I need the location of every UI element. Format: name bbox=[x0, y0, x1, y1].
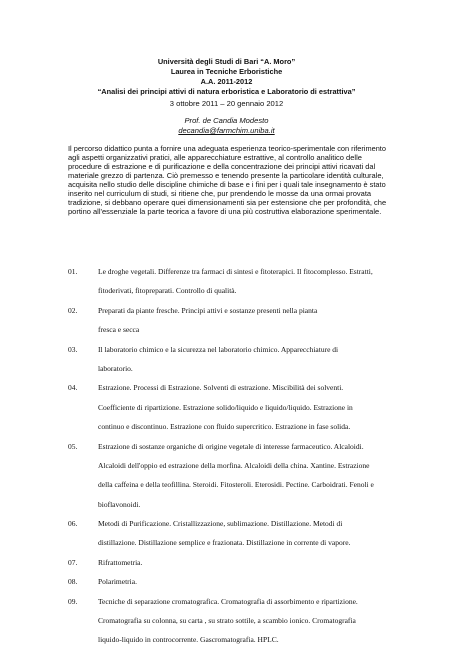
intro-line: tradizione, si debbano operare quei dimensionamenti sia per estensione che per profondità, che bbox=[68, 198, 387, 207]
course-header bbox=[0, 57, 453, 97]
item-text-line: Il laboratorio chimico e la sicurezza nel laboratorio chimico. Apparecchiature di bbox=[98, 344, 339, 354]
item-text bbox=[98, 553, 386, 572]
intro-paragraph bbox=[68, 144, 386, 216]
course-title: “Analisi dei principi attivi di natura erboristica e Laboratorio di estrattiva” bbox=[97, 87, 356, 96]
item-text-line: della caffeina e della teofillina. Steroidi. Fitosteroli. Eterosidi. Pectine. Carboidrati. Fenoli e bbox=[98, 480, 374, 490]
item-text bbox=[98, 437, 386, 515]
item-number: 03. bbox=[68, 344, 78, 354]
item-text-line: fresca e secca bbox=[98, 325, 140, 335]
item-text bbox=[98, 301, 386, 340]
intro-line: materiale grezzo di partenza. Ciò premesso e tenendo presente la particolare identità culturale, bbox=[68, 171, 384, 180]
item-number: 02. bbox=[68, 305, 78, 315]
item-text bbox=[98, 262, 386, 301]
intro-line: acquisita nello studio delle discipline chimiche di base e i fini per i quali tale insegnamento è stato bbox=[68, 180, 386, 189]
item-text bbox=[98, 514, 386, 553]
syllabus-item bbox=[68, 378, 386, 436]
item-text-line: Tecniche di separazione cromatografica. Cromatografia di assorbimento e ripartizione. bbox=[98, 596, 358, 606]
item-number: 09. bbox=[68, 596, 78, 606]
syllabus-item bbox=[68, 262, 386, 301]
professor-block bbox=[0, 116, 453, 136]
syllabus-item bbox=[68, 553, 386, 572]
item-number: 08. bbox=[68, 577, 78, 587]
syllabus-item bbox=[68, 592, 386, 650]
intro-line: inserito nel curriculum di studi, si ritiene che, pur prendendo le mosse da una ormai provata bbox=[68, 189, 372, 198]
item-text-line: laboratorio. bbox=[98, 363, 133, 373]
item-text-line: distillazione. Distillazione semplice e frazionata. Distillazione in corrente di vapore. bbox=[98, 538, 351, 548]
syllabus-item bbox=[68, 301, 386, 340]
item-text-line: Polarimetria. bbox=[98, 577, 137, 587]
course-dates: 3 ottobre 2011 – 20 gennaio 2012 bbox=[169, 99, 284, 108]
item-text-line: Estrazione. Processi di Estrazione. Solventi di estrazione. Miscibilità dei solventi. bbox=[98, 383, 344, 393]
professor-email-link[interactable]: decandia@farmchim.uniba.it bbox=[178, 126, 275, 135]
item-text bbox=[98, 592, 386, 650]
item-text bbox=[98, 572, 386, 591]
item-text-line: fitoderivati, fitopreparati. Controllo di qualità. bbox=[98, 286, 237, 296]
degree-course: Laurea in Tecniche Erboristiche bbox=[170, 67, 283, 76]
item-text-line: continuo e discontinuo. Estrazione con fluido supercritico. Estrazione in fase solida. bbox=[98, 422, 351, 432]
syllabus-list bbox=[68, 262, 386, 650]
item-text-line: bioflavonoidi. bbox=[98, 499, 141, 509]
item-number: 01. bbox=[68, 267, 78, 276]
item-text bbox=[98, 340, 386, 379]
intro-line: portino all'essenziale la parte teorica a favore di una più costruttiva elaborazione sperimentale. bbox=[68, 207, 382, 216]
syllabus-item bbox=[68, 572, 386, 591]
item-number: 06. bbox=[68, 519, 78, 529]
item-text-line: Rifrattometria. bbox=[98, 557, 143, 567]
item-text-line: Coefficiente di ripartizione. Estrazione solido/liquido e liquido/liquido. Estrazione in bbox=[98, 402, 353, 412]
syllabus-item bbox=[68, 514, 386, 553]
item-text bbox=[98, 378, 386, 436]
university-name: Università degli Studi di Bari “A. Moro” bbox=[157, 57, 296, 66]
item-text-line: Preparati da piante fresche. Principi attivi e sostanze presenti nella pianta bbox=[98, 305, 318, 315]
syllabus-item bbox=[68, 340, 386, 379]
item-number: 04. bbox=[68, 383, 78, 393]
professor-name: Prof. de Candia Modesto bbox=[184, 116, 269, 125]
intro-line: Il percorso didattico punta a fornire una adeguata esperienza teorico-sperimentale con riferimento bbox=[68, 144, 386, 153]
item-text-line: Le droghe vegetali. Differenze tra farmaci di sintesi e fitoterapici. Il fitocomplesso. Estratti, bbox=[98, 267, 373, 276]
intro-line: procedure di estrazione e di purificazione e della concentrazione dei principi attivi ricavati dal bbox=[68, 162, 376, 171]
item-text-line: liquido-liquido in controcorrente. Gascromatografia. HPLC. bbox=[98, 635, 279, 645]
academic-year: A.A. 2011-2012 bbox=[200, 77, 253, 86]
item-text-line: Cromatografia su colonna, su carta , su strato sottile, a scambio ionico. Cromatografia bbox=[98, 616, 356, 626]
item-number: 07. bbox=[68, 557, 78, 567]
item-text-line: Alcaloidi dell'oppio ed estrazione della morfina. Alcaloidi della china. Xantine. Estrazione bbox=[98, 460, 370, 470]
syllabus-item bbox=[68, 437, 386, 515]
item-text-line: Metodi di Purificazione. Cristallizzazione, sublimazione. Distillazione. Metodi di bbox=[98, 519, 343, 529]
item-text-line: Estrazione di sostanze organiche di origine vegetale di interesse farmaceutico. Alcaloidi. bbox=[98, 441, 364, 451]
intro-line: agli aspetti organizzativi pratici, alle apparecchiature estrattive, al controllo analitico delle bbox=[68, 153, 362, 162]
item-number: 05. bbox=[68, 441, 78, 451]
